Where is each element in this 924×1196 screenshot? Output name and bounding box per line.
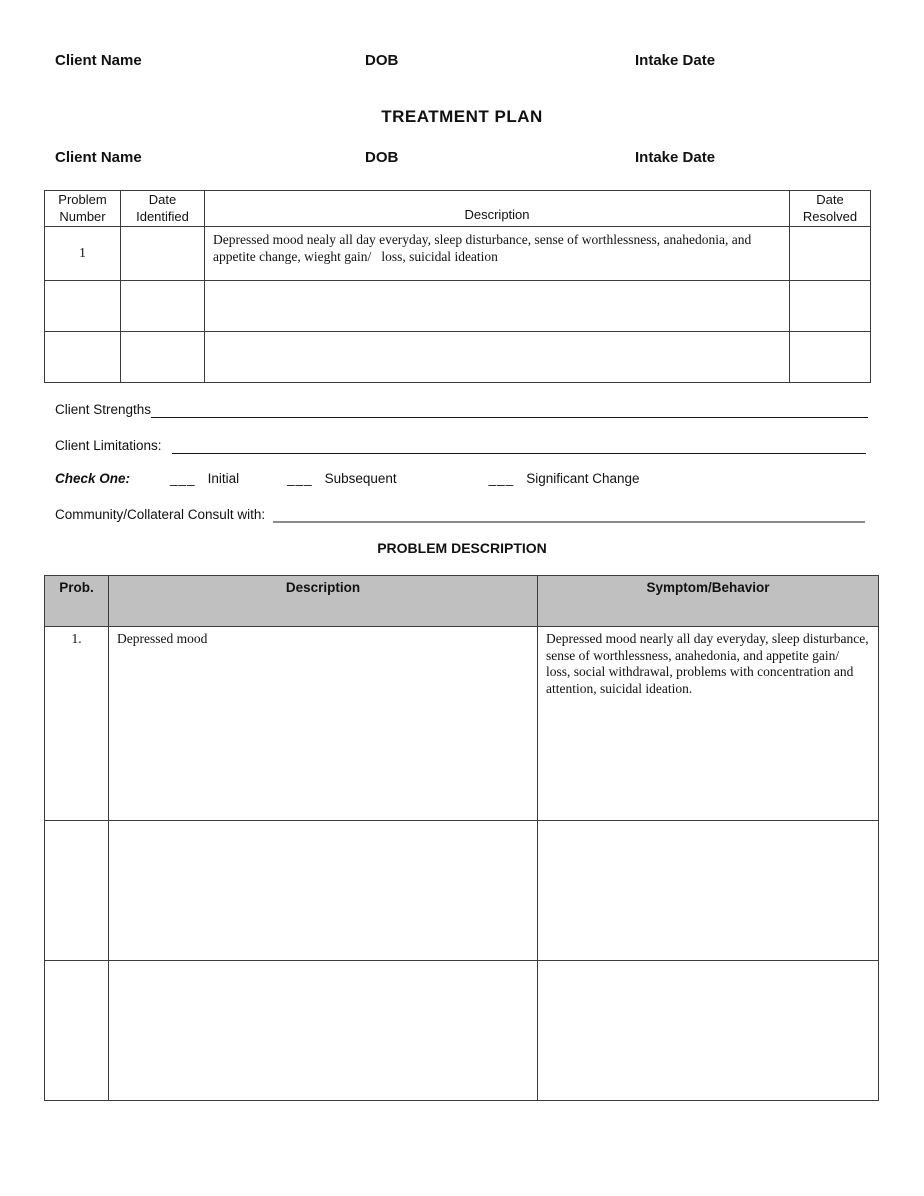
sub-header-row [0,149,924,169]
symptom-behavior-cell [538,821,879,961]
community-consult-field [55,506,865,523]
prob-cell [45,821,109,961]
date-identified-cell [121,227,205,281]
description-cell: Depressed mood nealy all day everyday, sleep disturbance, sense of worthlessness, anahedonia, and appetite change, wieght gain/ loss, suicidal ideation [205,227,790,281]
prob-cell [45,961,109,1101]
col-header-prob: Prob. [45,576,109,627]
client-strengths-blank [151,402,868,418]
problem-table [44,190,871,383]
date-resolved-cell [790,227,871,281]
col-header-symptom-behavior: Symptom/Behavior [538,576,879,627]
table-header-row [45,576,879,627]
description-cell [205,332,790,383]
dob-label: DOB [365,52,399,69]
client-limitations-field [55,437,866,454]
client-limitations-label: Client Limitations: [55,438,162,453]
client-strengths-field [55,401,868,418]
client-name-label: Client Name [55,52,142,69]
date-identified-cell [121,281,205,332]
problem-description-title: PROBLEM DESCRIPTION [377,540,547,556]
description-cell [109,821,538,961]
page-title: TREATMENT PLAN [381,107,543,126]
table-row [45,821,879,961]
table-header-row [45,191,871,227]
client-limitations-blank [172,438,866,454]
col-header-description: Description [109,576,538,627]
check-blank-subsequent: ___ [287,471,313,486]
description-cell [205,281,790,332]
client-strengths-label: Client Strengths [55,402,152,417]
intake-date-label: Intake Date [635,149,716,166]
col-header-problem-number: Problem Number [45,191,121,227]
table-row [45,627,879,821]
problem-description-table [44,575,879,1101]
col-header-description: Description [205,191,790,227]
col-header-date-identified: Date Identified [121,191,205,227]
table-row [45,227,871,281]
check-one-label: Check One: [55,471,131,486]
symptom-behavior-cell [538,961,879,1101]
dob-label: DOB [365,149,399,166]
date-identified-cell [121,332,205,383]
check-blank-initial: ___ [170,471,196,486]
table-row [45,281,871,332]
description-cell: Depressed mood [109,627,538,821]
table-row [45,332,871,383]
intake-date-label: Intake Date [635,52,716,69]
check-option-significant-change: Significant Change [526,471,640,486]
check-option-initial: Initial [207,471,240,486]
problem-number-cell [45,332,121,383]
col-header-date-resolved: Date Resolved [790,191,871,227]
date-resolved-cell [790,332,871,383]
table-row [45,961,879,1101]
client-name-label: Client Name [55,149,142,166]
community-consult-label: Community/Collateral Consult with: [55,507,266,522]
community-consult-blank [273,506,865,523]
problem-number-cell: 1 [45,227,121,281]
check-option-subsequent: Subsequent [324,471,397,486]
description-cell [109,961,538,1101]
problem-number-cell [45,281,121,332]
check-blank-significant-change: ___ [488,471,515,486]
prob-cell: 1. [45,627,109,821]
date-resolved-cell [790,281,871,332]
symptom-behavior-cell: Depressed mood nearly all day everyday, sleep disturbance, sense of worthlessness, anahedonia, and appetite gain/ loss, social withdrawal, problems with concentration and attention, suicidal ideation. [538,627,879,821]
top-header-row [0,52,924,72]
check-one-field [55,471,640,486]
